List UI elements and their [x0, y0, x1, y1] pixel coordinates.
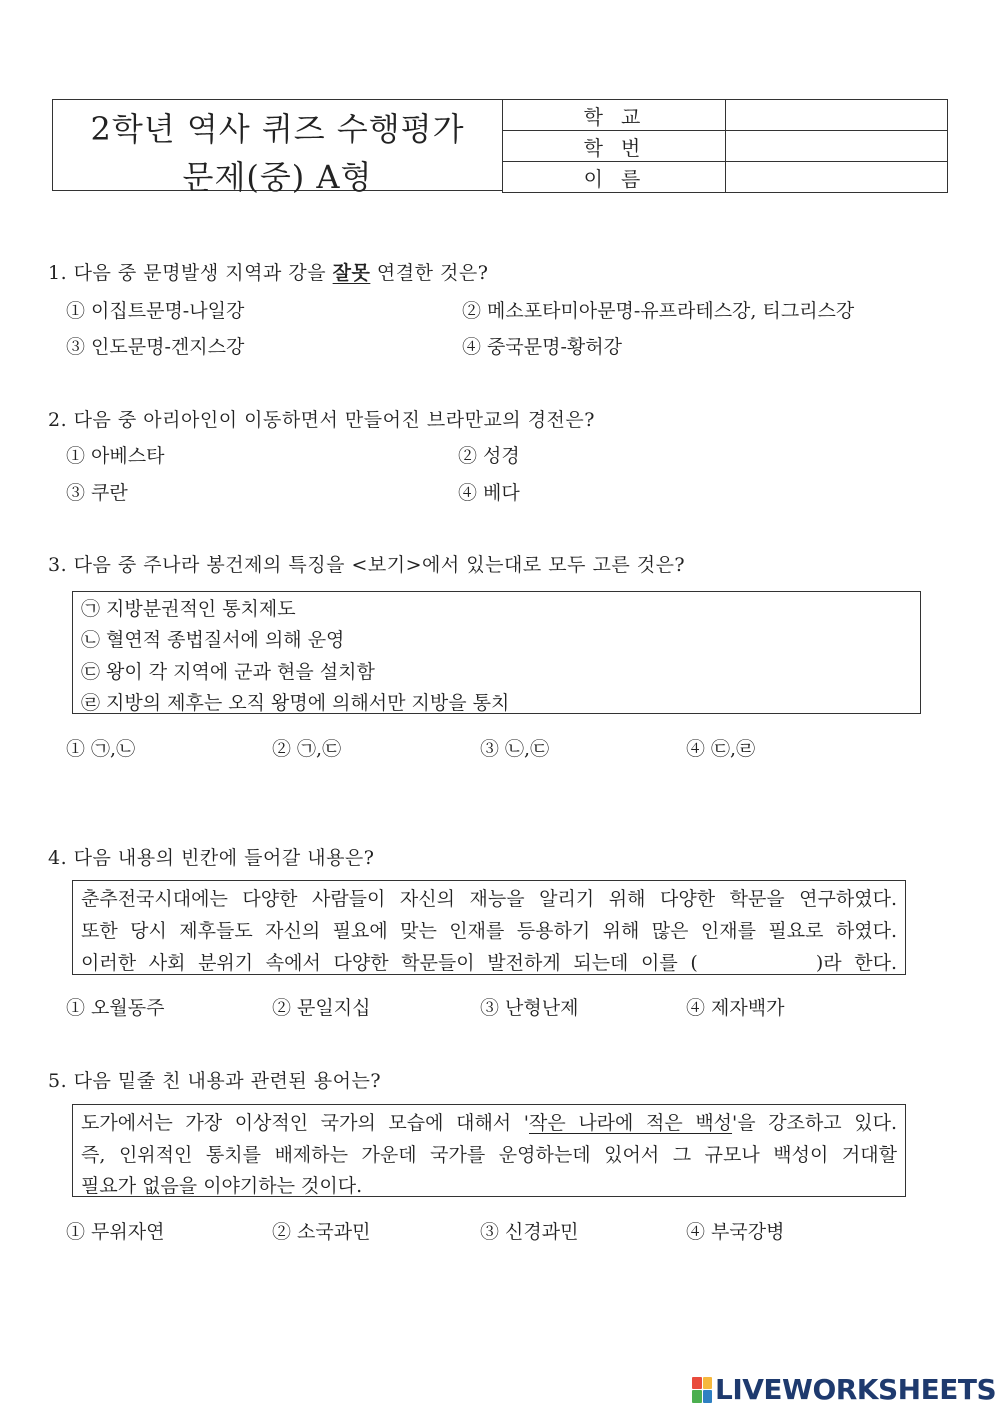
- liveworksheets-logo-text: LIVEWORKSHEETS: [715, 1373, 997, 1406]
- worksheet-title-box: [52, 99, 502, 196]
- q3-item-2: ㉡ 혈연적 종법질서에 의해 운영: [81, 629, 345, 651]
- q3-option-4[interactable]: ④ ㉢,㉣: [686, 738, 756, 760]
- q3-option-2[interactable]: ② ㉠,㉢: [272, 738, 342, 760]
- question-5: 5. 다음 밑줄 친 내용과 관련된 용어는?: [48, 1070, 382, 1092]
- q5-underlined-phrase: 작은 나라에 적은 백성: [529, 1112, 733, 1134]
- q4-line-3-after: )라 한다.: [815, 952, 897, 974]
- q1-option-2[interactable]: ② 메소포타미아문명-유프라테스강, 티그리스강: [462, 300, 855, 322]
- worksheet-title: 2학년 역사 퀴즈 수행평가: [90, 110, 465, 148]
- student-number-field[interactable]: [726, 131, 948, 162]
- q2-option-2[interactable]: ② 성경: [458, 445, 520, 467]
- q5-option-3[interactable]: ③ 신경과민: [480, 1221, 579, 1243]
- q4-option-1[interactable]: ① 오월동주: [66, 997, 165, 1019]
- q4-passage-line-1: 춘추전국시대에는 다양한 사람들이 자신의 재능을 알리기 위해 다양한 학문을 연구하였다.: [81, 888, 897, 910]
- q5-passage-line-1: [81, 1108, 897, 1135]
- school-row: [503, 100, 948, 131]
- question-1: [48, 258, 488, 285]
- name-field[interactable]: [726, 162, 948, 193]
- student-info-table: [502, 99, 948, 193]
- question-2: 2. 다음 중 아리아인이 이동하면서 만들어진 브라만교의 경전은?: [48, 409, 595, 431]
- school-label: 학교: [503, 100, 726, 131]
- q4-line-3-before: 이러한 사회 분위기 속에서 다양한 학문들이 발전하게 되는데 이를 (: [81, 952, 698, 974]
- name-row: [503, 162, 948, 193]
- worksheet-subtitle: 문제(중) A형: [182, 158, 373, 196]
- liveworksheets-logo[interactable]: [692, 1373, 996, 1406]
- q5-line-1-before: 도가에서는 가장 이상적인 국가의 모습에 대해서 ': [81, 1112, 529, 1134]
- q3-item-1: ㉠ 지방분권적인 통치제도: [81, 598, 296, 620]
- question-1-prefix: 1. 다음 중 문명발생 지역과 강을: [48, 262, 333, 284]
- logo-square-4: [703, 1390, 713, 1403]
- school-field[interactable]: [726, 100, 948, 131]
- q3-example-box: [72, 591, 921, 714]
- q5-option-4[interactable]: ④ 부국강병: [686, 1221, 785, 1243]
- q2-option-3[interactable]: ③ 쿠란: [66, 482, 128, 504]
- q5-passage-box: [72, 1104, 906, 1197]
- q2-option-1[interactable]: ① 아베스타: [66, 445, 165, 467]
- logo-square-2: [703, 1377, 713, 1390]
- student-number-row: [503, 131, 948, 162]
- q2-option-4[interactable]: ④ 베다: [458, 482, 520, 504]
- q4-option-2[interactable]: ② 문일지십: [272, 997, 371, 1019]
- q5-passage-line-3: 필요가 없음을 이야기하는 것이다.: [81, 1175, 363, 1197]
- question-3: 3. 다음 중 주나라 봉건제의 특징을 <보기>에서 있는대로 모두 고른 것은?: [48, 554, 686, 576]
- question-1-suffix: 연결한 것은?: [370, 262, 489, 284]
- logo-square-3: [692, 1390, 702, 1403]
- q4-passage-line-3: [81, 948, 897, 975]
- liveworksheets-logo-icon: [692, 1377, 712, 1403]
- q4-option-3[interactable]: ③ 난형난제: [480, 997, 579, 1019]
- q4-passage-box: [72, 880, 906, 975]
- q3-option-1[interactable]: ① ㉠,㉡: [66, 738, 136, 760]
- q1-option-3[interactable]: ③ 인도문명-겐지스강: [66, 336, 245, 358]
- q5-passage-line-2: 즉, 인위적인 통치를 배제하는 가운데 국가를 운영하는데 있어서 그 규모나 백성이 거대할: [81, 1144, 897, 1166]
- q1-option-4[interactable]: ④ 중국문명-황허강: [462, 336, 622, 358]
- q1-option-1[interactable]: ① 이집트문명-나일강: [66, 300, 245, 322]
- name-label: 이름: [503, 162, 726, 193]
- q3-option-3[interactable]: ③ ㉡,㉢: [480, 738, 550, 760]
- q4-passage-line-2: 또한 당시 제후들도 자신의 필요에 맞는 인재를 등용하기 위해 많은 인재를 필요로 하였다.: [81, 920, 897, 942]
- question-4: 4. 다음 내용의 빈칸에 들어갈 내용은?: [48, 847, 375, 869]
- q5-line-1-after: '을 강조하고 있다.: [732, 1112, 897, 1134]
- question-1-emphasis: 잘못: [332, 262, 371, 284]
- q3-item-4: ㉣ 지방의 제후는 오직 왕명에 의해서만 지방을 통치: [81, 692, 510, 714]
- q4-option-4[interactable]: ④ 제자백가: [686, 997, 785, 1019]
- q5-option-2[interactable]: ② 소국과민: [272, 1221, 371, 1243]
- student-number-label: 학번: [503, 131, 726, 162]
- logo-square-1: [692, 1377, 702, 1390]
- q5-option-1[interactable]: ① 무위자연: [66, 1221, 165, 1243]
- q3-item-3: ㉢ 왕이 각 지역에 군과 현을 설치함: [81, 661, 375, 683]
